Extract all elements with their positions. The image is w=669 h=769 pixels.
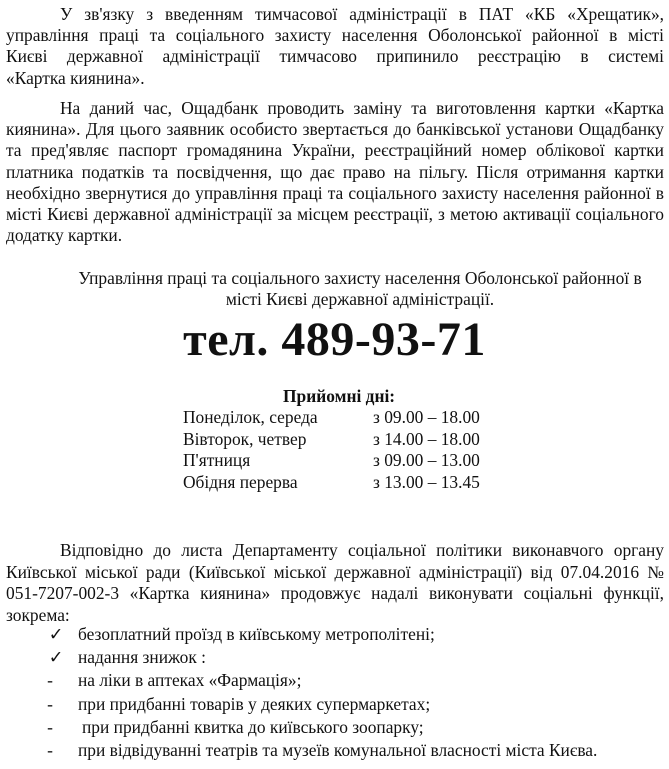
- list-item: [0, 739, 669, 762]
- organization-line: місті Києві державної адміністрації.: [225, 289, 495, 309]
- reception-day: Вівторок, четвер: [183, 428, 307, 449]
- list-item-text: на ліки в аптеках «Фармація»;: [78, 670, 302, 691]
- dash-bullet-icon: -: [47, 739, 53, 760]
- organization-line: Управління праці та соціального захисту населення Оболонської районної в: [78, 268, 642, 288]
- list-item-text: при відвідуванні театрів та музеїв комунальної власності міста Києва.: [78, 739, 598, 760]
- list-item-text: безоплатний проїзд в київському метрополітені;: [78, 624, 435, 644]
- checkmark-icon: ✓: [48, 647, 64, 668]
- phone-number: тел. 489-93-71: [183, 313, 486, 366]
- dash-bullet-icon: -: [47, 716, 53, 737]
- dash-bullet-icon: -: [47, 693, 53, 714]
- reception-title: Прийомні дні:: [283, 386, 396, 406]
- list-item-text: при придбанні товарів у деяких супермаркетах;: [78, 693, 431, 714]
- paragraph-line: У зв'язку з введенням тимчасової адміністрації в ПАТ «КБ «Хрещатик»,: [60, 4, 664, 24]
- reception-day: П'ятниця: [183, 450, 251, 470]
- list-item-text: надання знижок :: [78, 647, 206, 668]
- reception-row: [183, 472, 503, 494]
- reception-time: з 14.00 – 18.00: [373, 428, 480, 449]
- reception-day: Понеділок, середа: [183, 407, 318, 427]
- paragraph-line: Києві державної адміністрації тимчасово припинило реєстрацію в системі: [6, 46, 664, 67]
- dash-bullet-icon: -: [47, 670, 53, 691]
- reception-row: [183, 429, 503, 451]
- list-item: [0, 669, 669, 692]
- list-item-text: при придбанні квитка до київського зоопарку;: [82, 716, 424, 737]
- reception-time: з 09.00 – 18.00: [373, 407, 480, 427]
- paragraph-card-replacement: На даний час, Ощадбанк проводить заміну та виготовлення картки «Картка киянина». Для цього заявник особисто звертається до банківської установи Ощадбанку та пред'являє паспорт громадянина України, реєстраційний номер облікової картки платника податків та посвідчення, що дає право на пільгу. Після отримання картки необхідно звернутися до управління праці та соціального захисту населення районної в місті Києві державної адміністрації за місцем реєстрації, з метою активації соціального додатку картки.: [6, 98, 664, 246]
- list-item: [0, 623, 669, 646]
- reception-row: [183, 450, 503, 472]
- reception-day: Обідня перерва: [183, 471, 298, 492]
- paragraph-line: «Картка киянина».: [6, 67, 145, 88]
- reception-row: [183, 407, 503, 429]
- list-item: [0, 646, 669, 669]
- reception-time: з 13.00 – 13.45: [373, 471, 480, 492]
- reception-time: з 09.00 – 13.00: [373, 450, 480, 470]
- reception-hours-table: [183, 407, 503, 493]
- organization-name: [60, 268, 660, 310]
- list-item: [0, 693, 669, 716]
- checkmark-icon: ✓: [48, 624, 64, 644]
- paragraph-social-functions: Відповідно до листа Департаменту соціальної політики виконавчого органу Київської міської ради (Київської міської державної адміністрації) від 07.04.2016 № 051-7207-002-3 «Картка киянина» продовжує надалі виконувати соціальні функції, зокрема:: [6, 540, 664, 625]
- list-item: [0, 716, 669, 739]
- functions-list: [0, 623, 669, 762]
- paragraph-admin-notice: [6, 4, 664, 89]
- paragraph-line: управління праці та соціального захисту населення Оболонської районної в місті: [6, 25, 664, 46]
